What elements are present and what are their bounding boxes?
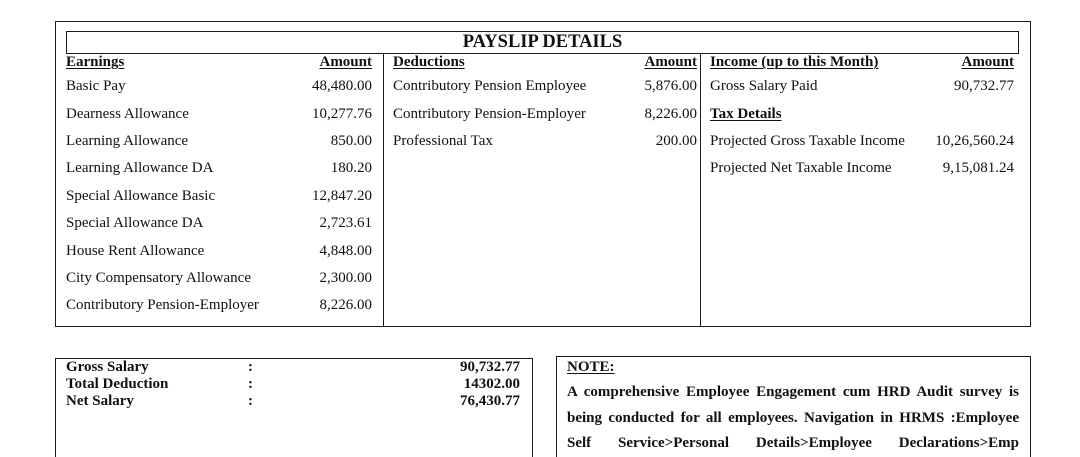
earnings-header [66,53,372,73]
income-row [710,73,1014,100]
deductions-label: Professional Tax [393,133,493,150]
note-heading: NOTE: [567,359,615,375]
deductions-row [393,73,697,100]
summary-label: Gross Salary [66,359,149,375]
summary-row [56,359,532,376]
note-box [556,356,1031,457]
earnings-amount: 180.20 [330,160,372,177]
earnings-amount: 850.00 [330,133,372,150]
title-box [66,31,1019,54]
deductions-amount-heading: Amount [644,54,697,70]
tax-label: Projected Gross Taxable Income [710,133,905,150]
income-rows [710,73,1014,100]
earnings-amount: 12,847.20 [312,187,372,204]
deductions-label: Contributory Pension-Employer [393,105,586,122]
income-label: Gross Salary Paid [710,78,818,95]
payslip-title: PAYSLIP DETAILS [462,32,623,52]
deductions-rows [393,73,697,155]
summary-separator: : [248,359,253,375]
earnings-label: Basic Pay [66,78,126,95]
deductions-header [393,53,697,73]
tax-amount: 10,26,560.24 [935,133,1014,150]
earnings-row [66,128,372,155]
tax-rows [710,128,1014,183]
summary-rows [56,359,532,410]
income-header [710,53,1014,73]
earnings-row [66,73,372,100]
earnings-heading: Earnings [66,54,125,70]
deductions-label: Contributory Pension Employee [393,78,587,95]
payslip-details-panel [55,21,1031,327]
earnings-row [66,265,372,292]
column-divider-1 [383,53,384,326]
summary-label: Net Salary [66,393,134,409]
deductions-column [393,53,697,155]
earnings-amount: 10,277.76 [312,105,372,122]
income-heading: Income (up to this Month) [710,54,879,70]
earnings-row [66,155,372,182]
deductions-amount: 5,876.00 [644,78,697,95]
earnings-amount: 2,300.00 [319,270,372,287]
tax-details-row [710,101,1014,128]
earnings-amount: 48,480.00 [312,78,372,95]
income-amount-heading: Amount [961,54,1014,70]
earnings-column [66,53,372,320]
note-text: A comprehensive Employee Engagement cum HRD Audit survey is being conducted for all employees. Navigation in HRMS :Employee Self Service>Personal Details>Employee Declarations>Emp [567,384,1019,451]
earnings-rows [66,73,372,320]
summary-label: Total Deduction [66,376,169,392]
summary-value: 76,430.77 [460,393,520,409]
earnings-amount-heading: Amount [319,54,372,70]
deductions-row [393,128,697,155]
salary-summary-box [55,358,533,457]
earnings-row [66,210,372,237]
deductions-heading: Deductions [393,54,465,70]
deductions-amount: 200.00 [655,133,697,150]
summary-separator: : [248,376,253,392]
summary-row [56,393,532,410]
earnings-row [66,101,372,128]
summary-value: 14302.00 [463,376,520,392]
earnings-amount: 4,848.00 [319,242,372,259]
income-column [710,53,1014,183]
earnings-amount: 8,226.00 [319,297,372,314]
earnings-row [66,238,372,265]
earnings-label: House Rent Allowance [66,242,205,259]
income-amount: 90,732.77 [954,78,1014,95]
tax-row [710,155,1014,182]
earnings-label: Special Allowance DA [66,215,204,232]
tax-details-heading: Tax Details [710,105,782,122]
tax-row [710,128,1014,155]
earnings-label: Learning Allowance [66,133,189,150]
earnings-label: Dearness Allowance [66,105,189,122]
summary-separator: : [248,393,253,409]
earnings-amount: 2,723.61 [319,215,372,232]
tax-label: Projected Net Taxable Income [710,160,892,177]
earnings-label: Contributory Pension-Employer [66,297,259,314]
earnings-label: Special Allowance Basic [66,187,216,204]
earnings-label: Learning Allowance DA [66,160,214,177]
earnings-label: City Compensatory Allowance [66,270,251,287]
column-divider-2 [700,53,701,326]
deductions-row [393,101,697,128]
summary-row [56,376,532,393]
earnings-row [66,183,372,210]
summary-value: 90,732.77 [460,359,520,375]
earnings-row [66,292,372,319]
tax-amount: 9,15,081.24 [942,160,1014,177]
deductions-amount: 8,226.00 [644,105,697,122]
